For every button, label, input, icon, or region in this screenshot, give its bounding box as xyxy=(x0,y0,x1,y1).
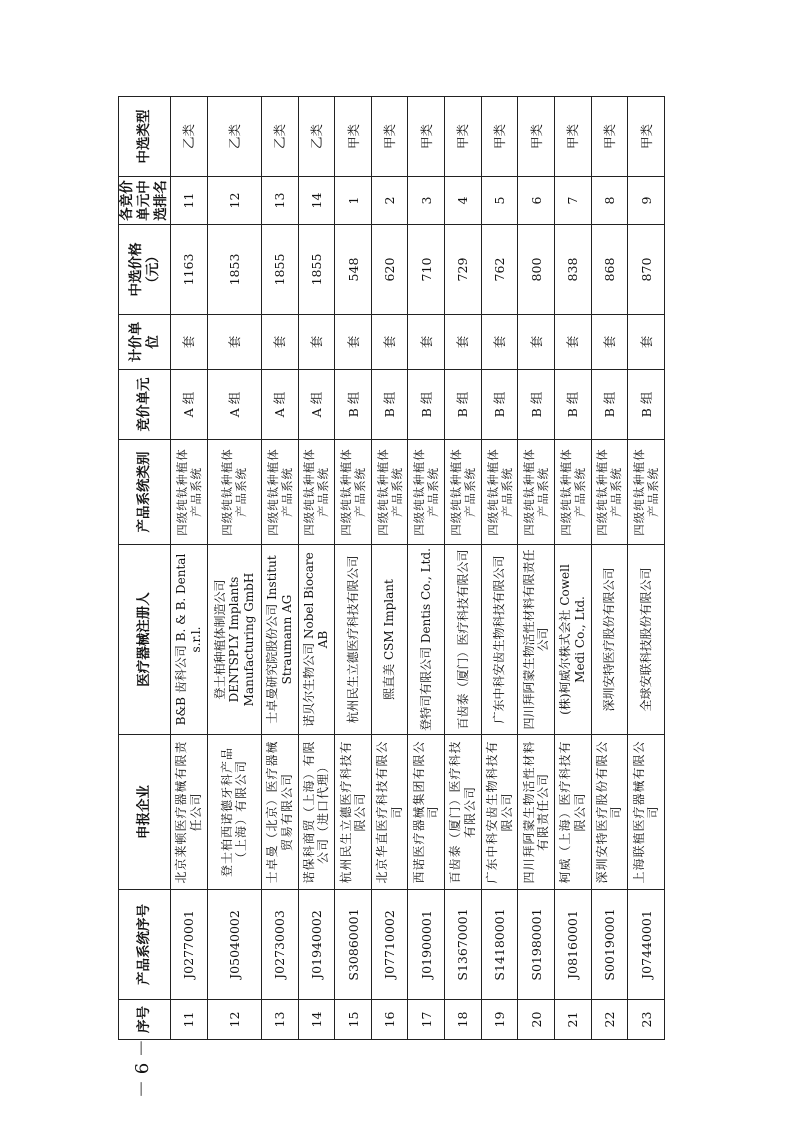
header-category: 产品系统类别 xyxy=(119,440,171,545)
cell-rank: 13 xyxy=(261,177,298,225)
cell-selection-type: 甲类 xyxy=(335,97,372,177)
cell-category: 四级纯钛种植体产品系统 xyxy=(335,440,372,545)
cell-selection-type: 甲类 xyxy=(554,97,591,177)
cell-bid-unit: A 组 xyxy=(261,370,298,440)
cell-seq: 13 xyxy=(261,1000,298,1040)
cell-applicant: 广东中科安齿生物科技有限公司 xyxy=(481,735,518,890)
cell-applicant: 北京华直医疗科技有限公司 xyxy=(371,735,408,890)
cell-bid-unit: B 组 xyxy=(445,370,482,440)
cell-rank: 2 xyxy=(371,177,408,225)
cell-product-system-no: J07440001 xyxy=(628,890,665,1000)
cell-selection-type: 甲类 xyxy=(371,97,408,177)
cell-seq: 23 xyxy=(628,1000,665,1040)
cell-applicant: 北京莱顿医疗器械有限责任公司 xyxy=(171,735,208,890)
cell-product-system-no: S13670001 xyxy=(445,890,482,1000)
cell-price: 1855 xyxy=(261,225,298,315)
cell-product-system-no: S00190001 xyxy=(591,890,628,1000)
table-row xyxy=(628,97,665,1040)
cell-seq: 15 xyxy=(335,1000,372,1040)
table-row xyxy=(171,97,208,1040)
cell-bid-unit: B 组 xyxy=(554,370,591,440)
cell-selection-type: 甲类 xyxy=(481,97,518,177)
cell-pricing-unit: 套 xyxy=(298,315,335,370)
cell-product-system-no: J08160001 xyxy=(554,890,591,1000)
cell-selection-type: 乙类 xyxy=(298,97,335,177)
rotated-table-container xyxy=(118,97,665,1040)
cell-seq: 12 xyxy=(207,1000,261,1040)
cell-seq: 21 xyxy=(554,1000,591,1040)
table-row xyxy=(371,97,408,1040)
cell-applicant: 登士柏西诺德牙科产品（上海）有限公司 xyxy=(207,735,261,890)
cell-seq: 16 xyxy=(371,1000,408,1040)
cell-price: 548 xyxy=(335,225,372,315)
cell-registrant: 登特司有限公司 Dentis Co., Ltd. xyxy=(408,545,445,735)
table-row xyxy=(207,97,261,1040)
cell-registrant: 登士柏种植体制造公司 DENTSPLY Implants Manufacturing GmbH xyxy=(207,545,261,735)
cell-rank: 12 xyxy=(207,177,261,225)
cell-category: 四级纯钛种植体产品系统 xyxy=(591,440,628,545)
cell-applicant: 士卓曼（北京）医疗器械贸易有限公司 xyxy=(261,735,298,890)
cell-selection-type: 甲类 xyxy=(408,97,445,177)
cell-registrant: 百齿泰（厦门）医疗科技有限公司 xyxy=(445,545,482,735)
cell-applicant: 百齿泰（厦门）医疗科技有限公司 xyxy=(445,735,482,890)
cell-applicant: 西诺医疗器械集团有限公司 xyxy=(408,735,445,890)
cell-applicant: 杭州民生立德医疗科技有限公司 xyxy=(335,735,372,890)
cell-product-system-no: J01940002 xyxy=(298,890,335,1000)
cell-pricing-unit: 套 xyxy=(408,315,445,370)
cell-registrant: B&B 齿科公司 B. & B. Dental s.r.l. xyxy=(171,545,208,735)
table-row xyxy=(445,97,482,1040)
cell-registrant: 深圳安特医疗股份有限公司 xyxy=(591,545,628,735)
cell-pricing-unit: 套 xyxy=(371,315,408,370)
cell-product-system-no: S30860001 xyxy=(335,890,372,1000)
cell-seq: 20 xyxy=(518,1000,555,1040)
header-bid-unit: 竞价单元 xyxy=(119,370,171,440)
cell-rank: 14 xyxy=(298,177,335,225)
cell-product-system-no: S01980001 xyxy=(518,890,555,1000)
table-row xyxy=(481,97,518,1040)
table-body xyxy=(171,97,665,1040)
header-selection-type: 中选类型 xyxy=(119,97,171,177)
cell-product-system-no: J02730003 xyxy=(261,890,298,1000)
cell-price: 838 xyxy=(554,225,591,315)
cell-seq: 22 xyxy=(591,1000,628,1040)
cell-pricing-unit: 套 xyxy=(171,315,208,370)
cell-rank: 5 xyxy=(481,177,518,225)
cell-applicant: 上海联植医疗器械有限公司 xyxy=(628,735,665,890)
cell-registrant: 杭州民生立德医疗科技有限公司 xyxy=(335,545,372,735)
header-applicant: 申报企业 xyxy=(119,735,171,890)
cell-rank: 1 xyxy=(335,177,372,225)
table-header-row xyxy=(119,97,171,1040)
selection-results-table xyxy=(118,96,665,1040)
cell-bid-unit: B 组 xyxy=(591,370,628,440)
header-pricing-unit: 计价单位 xyxy=(119,315,171,370)
cell-bid-unit: B 组 xyxy=(628,370,665,440)
cell-applicant: 四川拜阿蒙生物活性材料有限责任公司 xyxy=(518,735,555,890)
cell-rank: 7 xyxy=(554,177,591,225)
cell-registrant: 士卓曼研究院股份公司 Institut Straumann AG xyxy=(261,545,298,735)
cell-registrant: 诺贝尔生物公司 Nobel Biocare AB xyxy=(298,545,335,735)
cell-pricing-unit: 套 xyxy=(628,315,665,370)
cell-price: 620 xyxy=(371,225,408,315)
cell-bid-unit: B 组 xyxy=(335,370,372,440)
cell-price: 710 xyxy=(408,225,445,315)
header-price: 中选价格（元） xyxy=(119,225,171,315)
cell-category: 四级纯钛种植体产品系统 xyxy=(554,440,591,545)
table-row xyxy=(335,97,372,1040)
cell-category: 四级纯钛种植体产品系统 xyxy=(371,440,408,545)
table-row xyxy=(261,97,298,1040)
cell-bid-unit: B 组 xyxy=(371,370,408,440)
cell-price: 1853 xyxy=(207,225,261,315)
cell-selection-type: 甲类 xyxy=(518,97,555,177)
cell-selection-type: 乙类 xyxy=(207,97,261,177)
cell-category: 四级纯钛种植体产品系统 xyxy=(298,440,335,545)
cell-seq: 11 xyxy=(171,1000,208,1040)
header-product-system-no: 产品系统序号 xyxy=(119,890,171,1000)
cell-category: 四级纯钛种植体产品系统 xyxy=(445,440,482,545)
cell-selection-type: 甲类 xyxy=(628,97,665,177)
cell-selection-type: 甲类 xyxy=(591,97,628,177)
cell-price: 762 xyxy=(481,225,518,315)
cell-price: 729 xyxy=(445,225,482,315)
header-seq: 序号 xyxy=(119,1000,171,1040)
cell-product-system-no: J07710002 xyxy=(371,890,408,1000)
table-row xyxy=(554,97,591,1040)
cell-product-system-no: J05040002 xyxy=(207,890,261,1000)
cell-product-system-no: J01900001 xyxy=(408,890,445,1000)
cell-seq: 14 xyxy=(298,1000,335,1040)
cell-pricing-unit: 套 xyxy=(554,315,591,370)
cell-rank: 4 xyxy=(445,177,482,225)
table-row xyxy=(408,97,445,1040)
cell-category: 四级纯钛种植体产品系统 xyxy=(481,440,518,545)
cell-selection-type: 乙类 xyxy=(171,97,208,177)
cell-category: 四级纯钛种植体产品系统 xyxy=(518,440,555,545)
cell-applicant: 诺保科商贸（上海）有限公司（进口代理） xyxy=(298,735,335,890)
cell-seq: 19 xyxy=(481,1000,518,1040)
cell-registrant: (株)柯威尔株式会社 Cowell Medi Co., Ltd. xyxy=(554,545,591,735)
cell-product-system-no: S14180001 xyxy=(481,890,518,1000)
cell-seq: 17 xyxy=(408,1000,445,1040)
cell-registrant: 熙直美 CSM Implant xyxy=(371,545,408,735)
cell-pricing-unit: 套 xyxy=(335,315,372,370)
cell-pricing-unit: 套 xyxy=(518,315,555,370)
cell-bid-unit: A 组 xyxy=(171,370,208,440)
page-number-container xyxy=(118,1039,178,1098)
cell-price: 868 xyxy=(591,225,628,315)
cell-registrant: 广东中科安齿生物科技有限公司 xyxy=(481,545,518,735)
table-row xyxy=(591,97,628,1040)
cell-selection-type: 乙类 xyxy=(261,97,298,177)
cell-category: 四级纯钛种植体产品系统 xyxy=(261,440,298,545)
cell-rank: 11 xyxy=(171,177,208,225)
cell-category: 四级纯钛种植体产品系统 xyxy=(628,440,665,545)
cell-category: 四级纯钛种植体产品系统 xyxy=(207,440,261,545)
cell-pricing-unit: 套 xyxy=(445,315,482,370)
cell-pricing-unit: 套 xyxy=(261,315,298,370)
cell-pricing-unit: 套 xyxy=(207,315,261,370)
cell-bid-unit: A 组 xyxy=(298,370,335,440)
cell-bid-unit: A 组 xyxy=(207,370,261,440)
cell-selection-type: 甲类 xyxy=(445,97,482,177)
cell-bid-unit: B 组 xyxy=(408,370,445,440)
cell-price: 800 xyxy=(518,225,555,315)
header-registrant: 医疗器械注册人 xyxy=(119,545,171,735)
cell-bid-unit: B 组 xyxy=(518,370,555,440)
cell-applicant: 柯威（上海）医疗科技有限公司 xyxy=(554,735,591,890)
cell-registrant: 全球安联科技股份有限公司 xyxy=(628,545,665,735)
cell-rank: 6 xyxy=(518,177,555,225)
cell-category: 四级纯钛种植体产品系统 xyxy=(171,440,208,545)
cell-pricing-unit: 套 xyxy=(591,315,628,370)
cell-rank: 8 xyxy=(591,177,628,225)
cell-registrant: 四川拜阿蒙生物活性材料有限责任公司 xyxy=(518,545,555,735)
page-number: － 6 － xyxy=(132,1039,153,1098)
cell-product-system-no: J02770001 xyxy=(171,890,208,1000)
cell-rank: 3 xyxy=(408,177,445,225)
cell-bid-unit: B 组 xyxy=(481,370,518,440)
cell-pricing-unit: 套 xyxy=(481,315,518,370)
cell-applicant: 深圳安特医疗股份有限公司 xyxy=(591,735,628,890)
cell-rank: 9 xyxy=(628,177,665,225)
cell-price: 1163 xyxy=(171,225,208,315)
table-row xyxy=(298,97,335,1040)
cell-seq: 18 xyxy=(445,1000,482,1040)
cell-category: 四级纯钛种植体产品系统 xyxy=(408,440,445,545)
header-rank: 各竞价单元中选排名 xyxy=(119,177,171,225)
cell-price: 870 xyxy=(628,225,665,315)
cell-price: 1855 xyxy=(298,225,335,315)
table-row xyxy=(518,97,555,1040)
